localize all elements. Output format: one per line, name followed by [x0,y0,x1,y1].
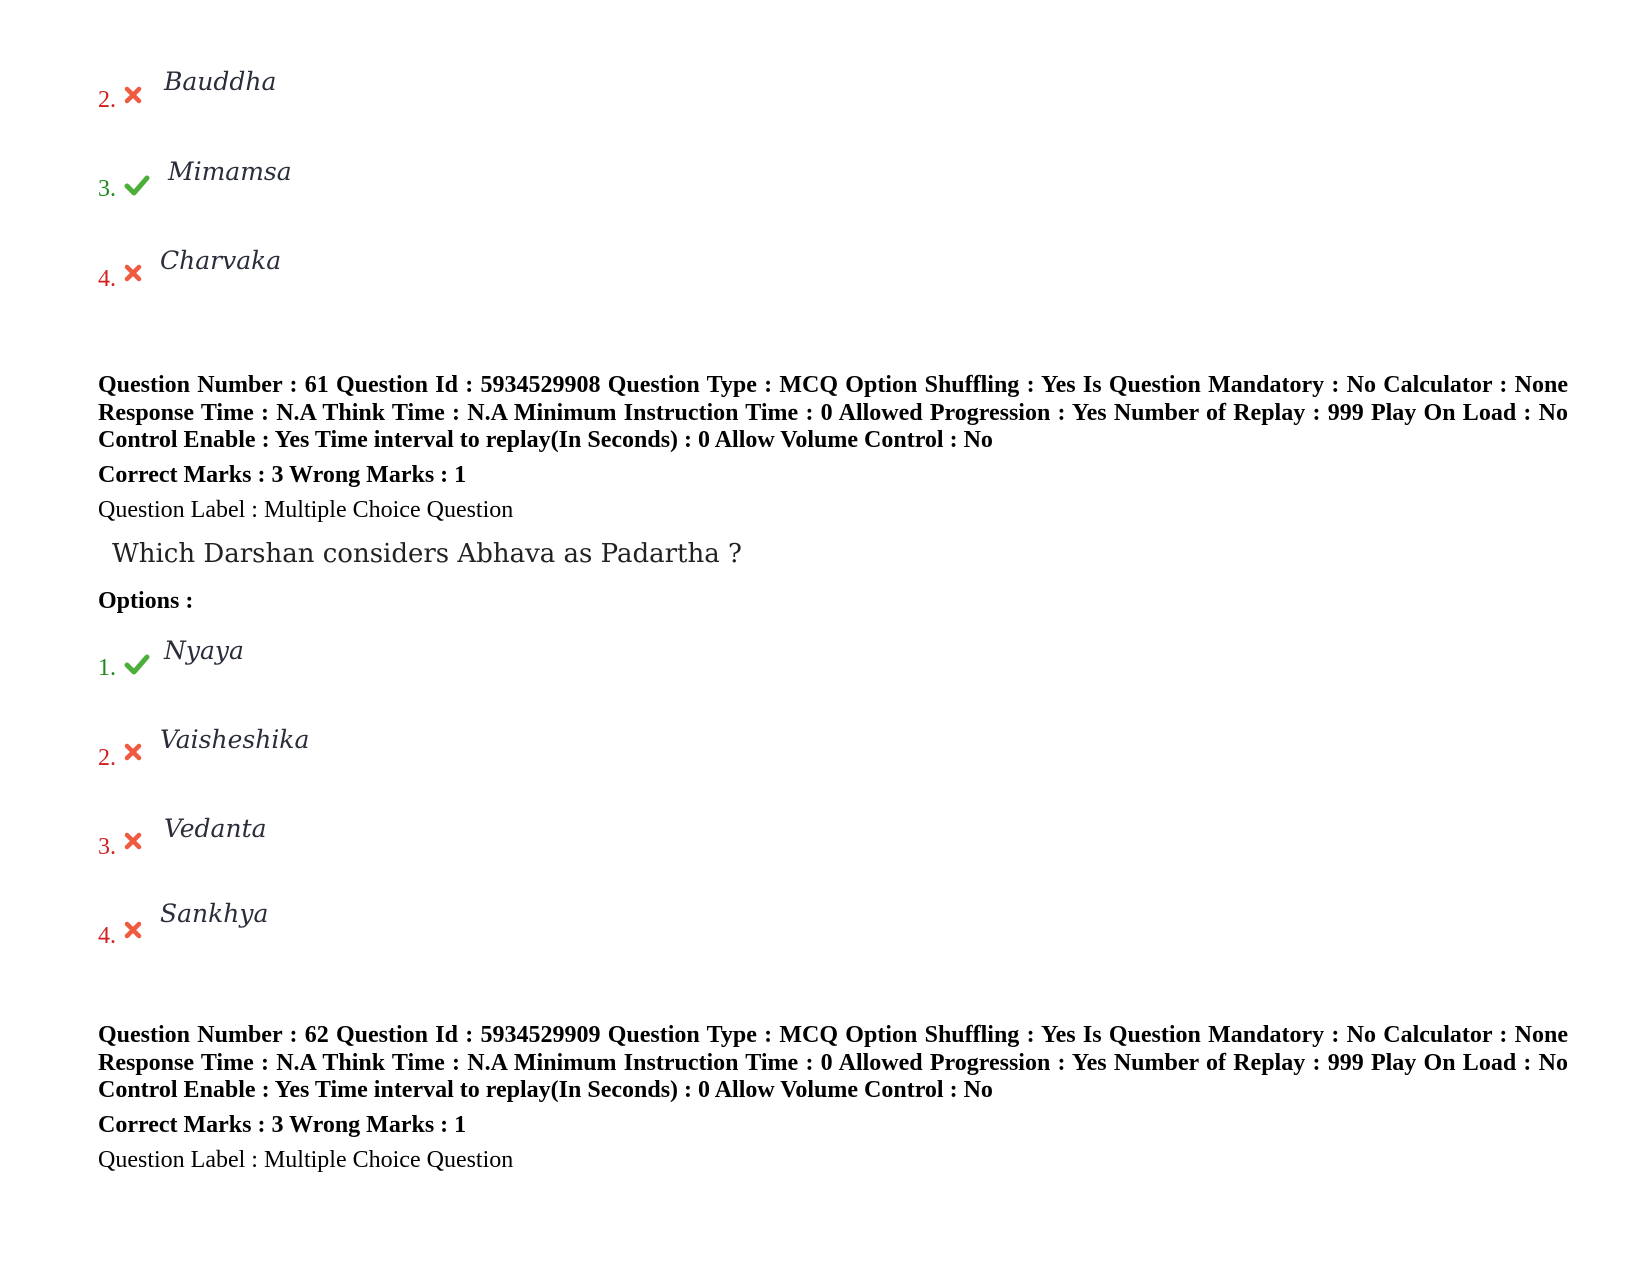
option-text: Charvaka [160,246,282,275]
option-number: 2. [98,745,116,771]
option-text: Vedanta [164,814,267,843]
options-heading: Options : [98,588,194,614]
question-label: Question Label : Multiple Choice Question [98,497,514,523]
option-number: 4. [98,923,116,949]
question-meta: Question Number : 61 Question Id : 5934529908 Question Type : MCQ Option Shuffling : Yes Is Question Mandatory : No Calculator : None Response Time : N.A Think Time : N.A Minimum Instruction Time : 0 Allowed Progression : Yes Number of Replay : 999 Play On Load : No Control Enable : Yes Time interval to replay(In Seconds) : 0 Allow Volume Control : No [98,372,1568,453]
option-text: Vaisheshika [160,725,310,754]
marks-info: Correct Marks : 3 Wrong Marks : 1 [98,1112,467,1138]
option-number: 4. [98,266,116,292]
cross-icon [124,832,142,855]
cross-icon [124,743,142,766]
cross-icon [124,921,142,944]
option-number: 3. [98,834,116,860]
option-number: 3. [98,176,116,202]
check-icon [124,174,150,201]
question-text: Which Darshan considers Abhava as Padartha ? [112,539,742,569]
option-text: Mimamsa [168,157,292,186]
question-label: Question Label : Multiple Choice Question [98,1147,514,1173]
check-icon [124,653,150,680]
marks-info: Correct Marks : 3 Wrong Marks : 1 [98,462,467,488]
cross-icon [124,264,142,287]
option-text: Bauddha [164,67,277,96]
option-text: Nyaya [164,636,244,665]
cross-icon [124,86,142,109]
option-number: 2. [98,87,116,113]
option-number: 1. [98,655,116,681]
option-text: Sankhya [160,899,269,928]
question-meta: Question Number : 62 Question Id : 5934529909 Question Type : MCQ Option Shuffling : Yes Is Question Mandatory : No Calculator : None Response Time : N.A Think Time : N.A Minimum Instruction Time : 0 Allowed Progression : Yes Number of Replay : 999 Play On Load : No Control Enable : Yes Time interval to replay(In Seconds) : 0 Allow Volume Control : No [98,1022,1568,1103]
